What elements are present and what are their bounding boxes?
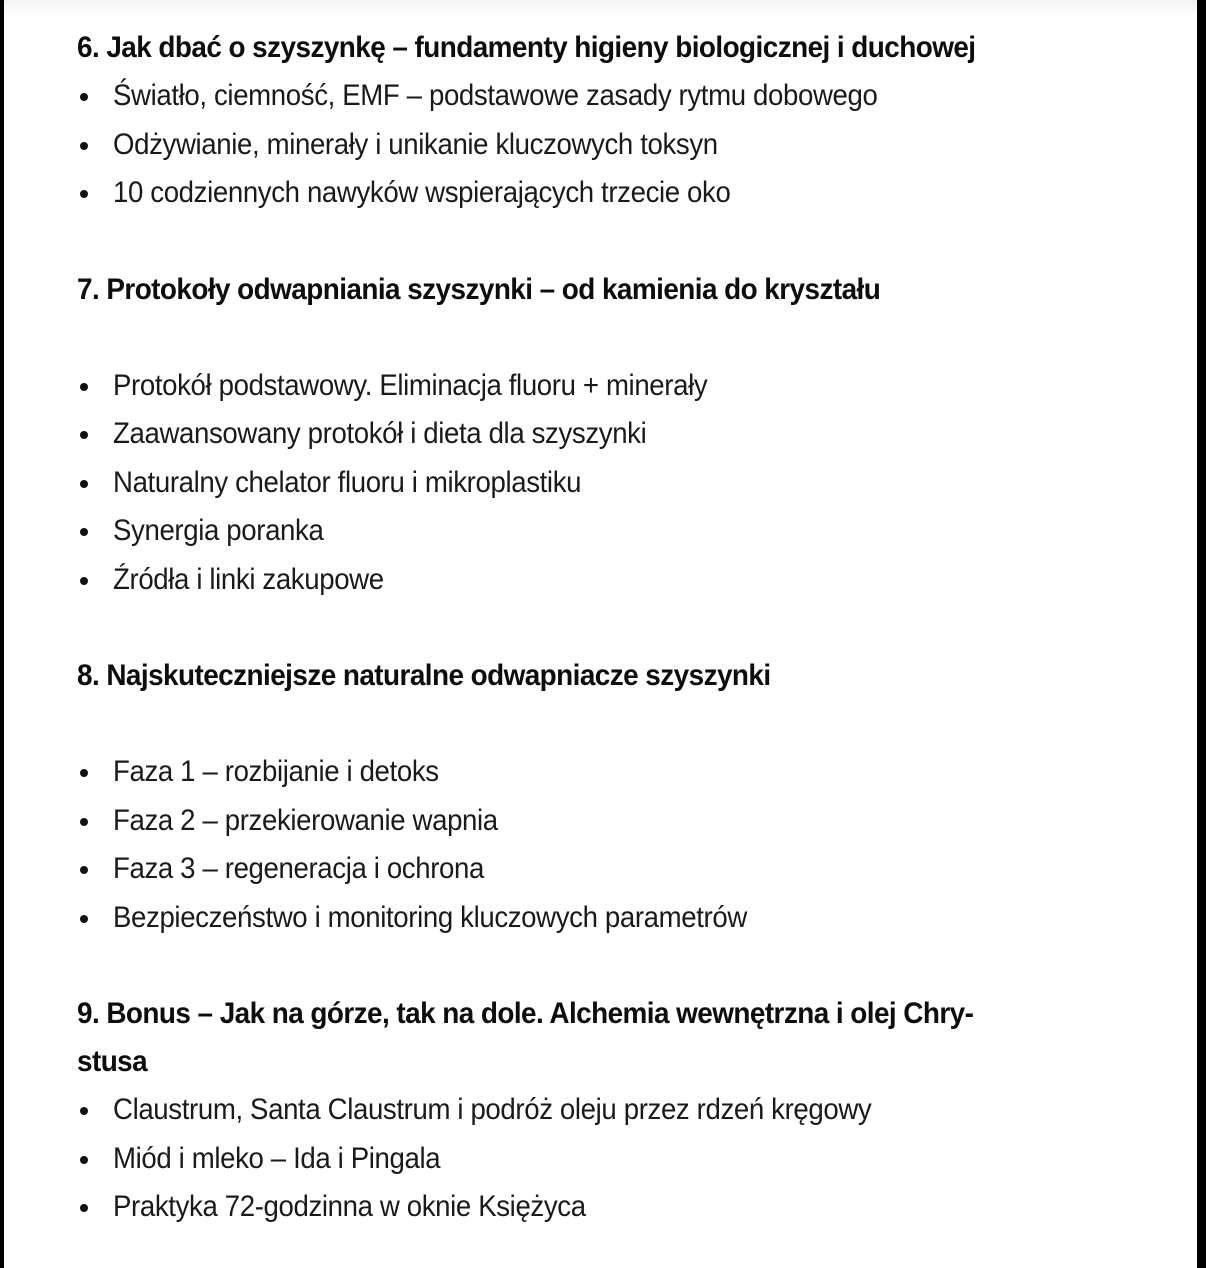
section-item-list [77,362,1137,605]
section-heading: 9. Bonus – Jak na górze, tak na dole. Alchemia wewnętrzna i olej Chry- [77,997,974,1030]
bullet-icon [80,480,88,488]
document-page [4,0,1197,1268]
section-6 [77,24,1137,218]
list-item: Odżywianie, minerały i unikanie kluczowych toksyn [77,121,1137,170]
bullet-icon [80,818,88,826]
list-item: Synergia poranka [77,507,1137,556]
list-item: Bezpieczeństwo i monitoring kluczowych parametrów [77,894,1137,943]
bullet-icon [80,1107,88,1115]
list-item: Faza 1 – rozbijanie i detoks [77,748,1137,797]
bullet-icon [80,1204,88,1212]
bullet-icon [80,431,88,439]
bullet-icon [80,866,88,874]
bullet-icon [80,769,88,777]
bullet-icon [80,383,88,391]
section-7 [77,266,1137,605]
list-item: Miód i mleko – Ida i Pingala [77,1135,1137,1184]
list-item: Światło, ciemność, EMF – podstawowe zasady rytmu dobowego [77,72,1137,121]
table-of-contents [77,24,1137,1232]
list-item: Claustrum, Santa Claustrum i podróż oleju przez rdzeń kręgowy [77,1086,1137,1135]
list-item: 10 codziennych nawyków wspierających trzecie oko [77,169,1137,218]
bullet-icon [80,528,88,536]
top-fade [4,0,1197,16]
section-item-list [77,748,1137,942]
bullet-icon [80,915,88,923]
bullet-icon [80,577,88,585]
section-9 [77,990,1137,1232]
bullet-icon [80,142,88,150]
section-heading: 6. Jak dbać o szyszynkę – fundamenty higieny biologicznej i duchowej [77,31,976,64]
list-item: Źródła i linki zakupowe [77,556,1137,605]
section-8 [77,652,1137,942]
list-item: Naturalny chelator fluoru i mikroplastiku [77,459,1137,508]
list-item: Faza 2 – przekierowanie wapnia [77,797,1137,846]
section-heading-continuation: stusa [77,1045,148,1078]
section-item-list [77,1086,1137,1232]
section-heading: 7. Protokoły odwapniania szyszynki – od kamienia do kryształu [77,272,881,306]
bullet-icon [80,1156,88,1164]
bullet-icon [80,190,88,198]
list-item: Zaawansowany protokół i dieta dla szyszynki [77,410,1137,459]
list-item: Praktyka 72-godzinna w oknie Księżyca [77,1183,1137,1232]
section-item-list [77,72,1137,218]
section-heading: 8. Najskuteczniejsze naturalne odwapniacze szyszynki [77,659,771,692]
list-item: Faza 3 – regeneracja i ochrona [77,845,1137,894]
list-item: Protokół podstawowy. Eliminacja fluoru + minerały [77,362,1137,411]
bullet-icon [80,93,88,101]
